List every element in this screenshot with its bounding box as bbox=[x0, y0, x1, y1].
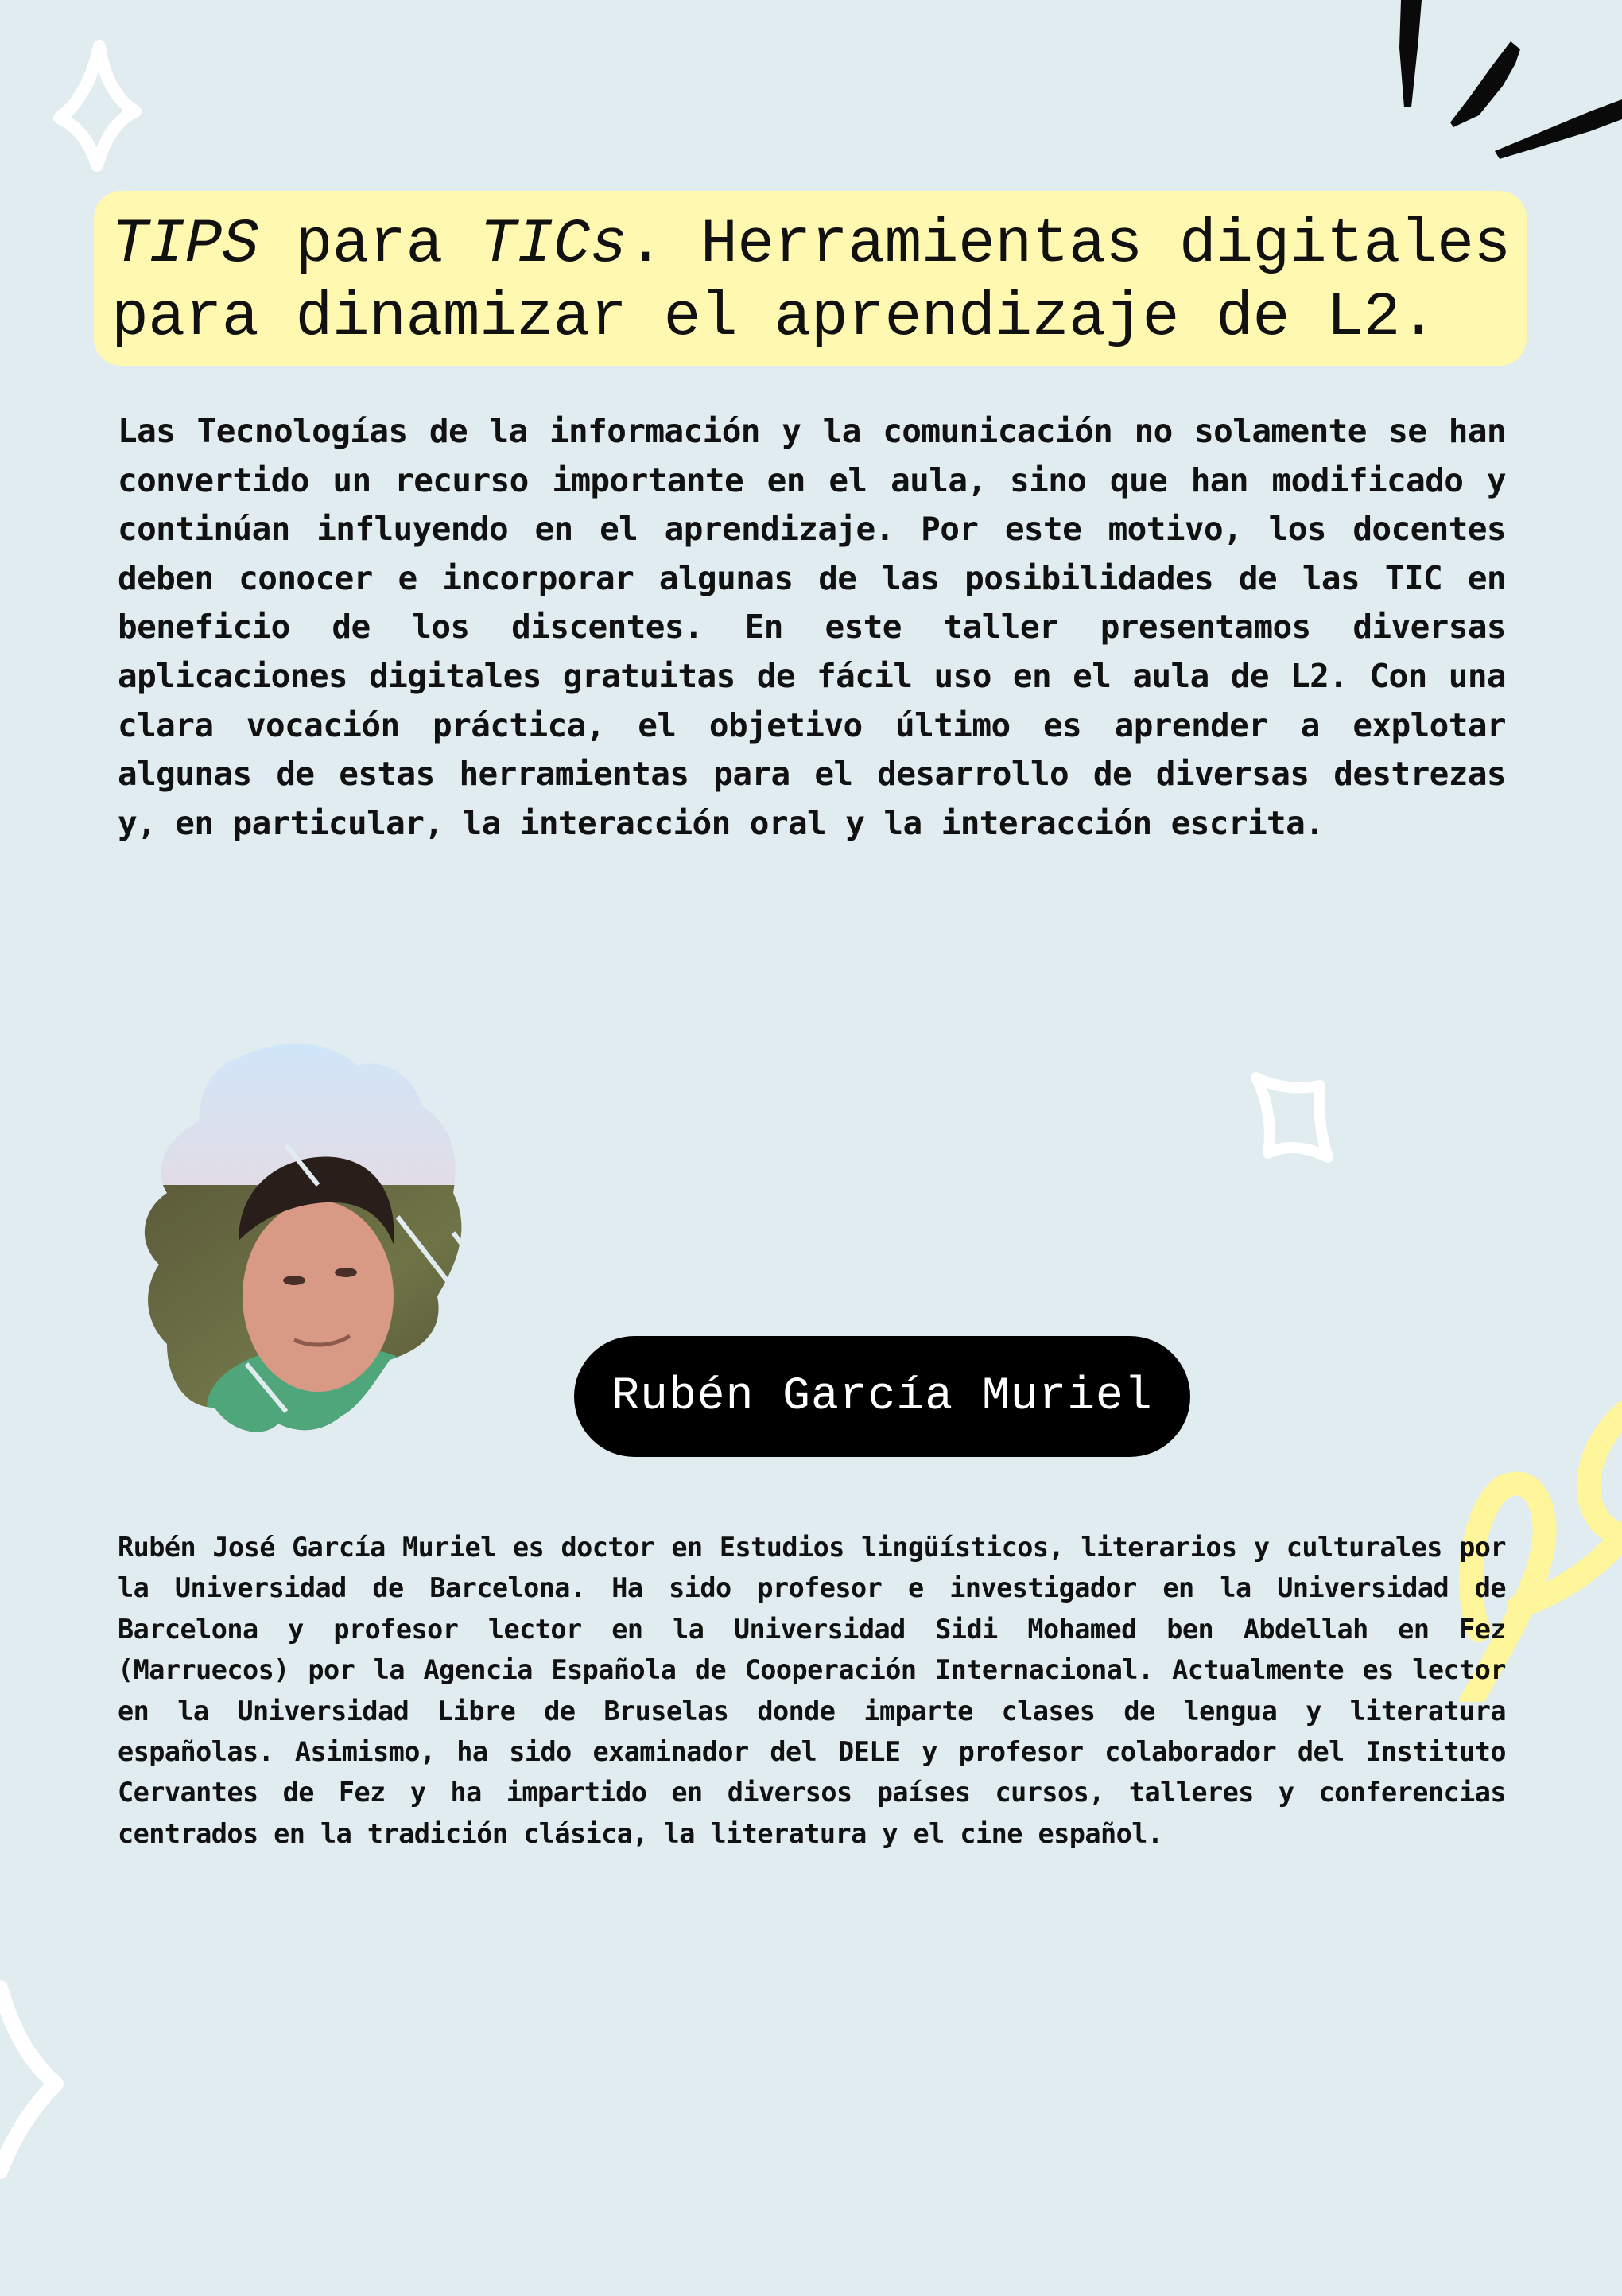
intro-paragraph: Las Tecnologías de la información y la comunicación no solamente se han convertido un recurso importante en el aula, sino que han modificado y continúan influyendo en el aprendizaje. Por este motivo, los docentes deben conocer e incorporar algunas de las posibilidades de las TIC en beneficio de los discentes. En este taller presentamos diversas aplicaciones digitales gratuitas de fácil uso en el aula de L2. Con una clara vocación práctica, el objetivo último es aprender a explotar algunas de estas herramientas para el desarrollo de diversas destrezas y, en particular, la interacción oral y la interacción escrita. bbox=[118, 412, 1506, 842]
burst-lines-icon bbox=[1352, 0, 1622, 175]
title-tics: TICs bbox=[479, 210, 627, 280]
speaker-name: Rubén García Muriel bbox=[611, 1370, 1153, 1423]
speaker-photo bbox=[119, 1034, 517, 1455]
speaker-name-badge bbox=[574, 1336, 1190, 1457]
title-text: para bbox=[258, 210, 480, 280]
title-text: . Herramientas digitales bbox=[627, 210, 1511, 280]
speaker-bio: Rubén José García Muriel es doctor en Estudios lingüísticos, literarios y culturales por la Universidad de Barcelona. Ha sido profesor e investigador en la Universidad de Barcelona y profesor lector en la Universidad Sidi Mohamed ben Abdellah en Fez (Marruecos) por la Agencia Española de Cooperación Internacional. Actualmente es lector en la Universidad Libre de Bruselas donde imparte clases de lengua y literatura españolas. Asimismo, ha sido examinador del DELE y profesor colaborador del Instituto Cervantes de Fez y ha impartido en diversos países cursos, talleres y conferencias centrados en la tradición clásica, la literatura y el cine español. bbox=[118, 1532, 1506, 1849]
chevron-sparkle-icon bbox=[0, 1972, 95, 2179]
title-banner bbox=[94, 191, 1527, 366]
title-line-2: para dinamizar el aprendizaje de L2. bbox=[111, 283, 1438, 353]
sparkle-icon bbox=[40, 32, 151, 175]
title-tips: TIPS bbox=[111, 210, 259, 280]
title-line-1 bbox=[111, 208, 1527, 282]
square-sparkle-icon bbox=[1240, 1066, 1344, 1169]
